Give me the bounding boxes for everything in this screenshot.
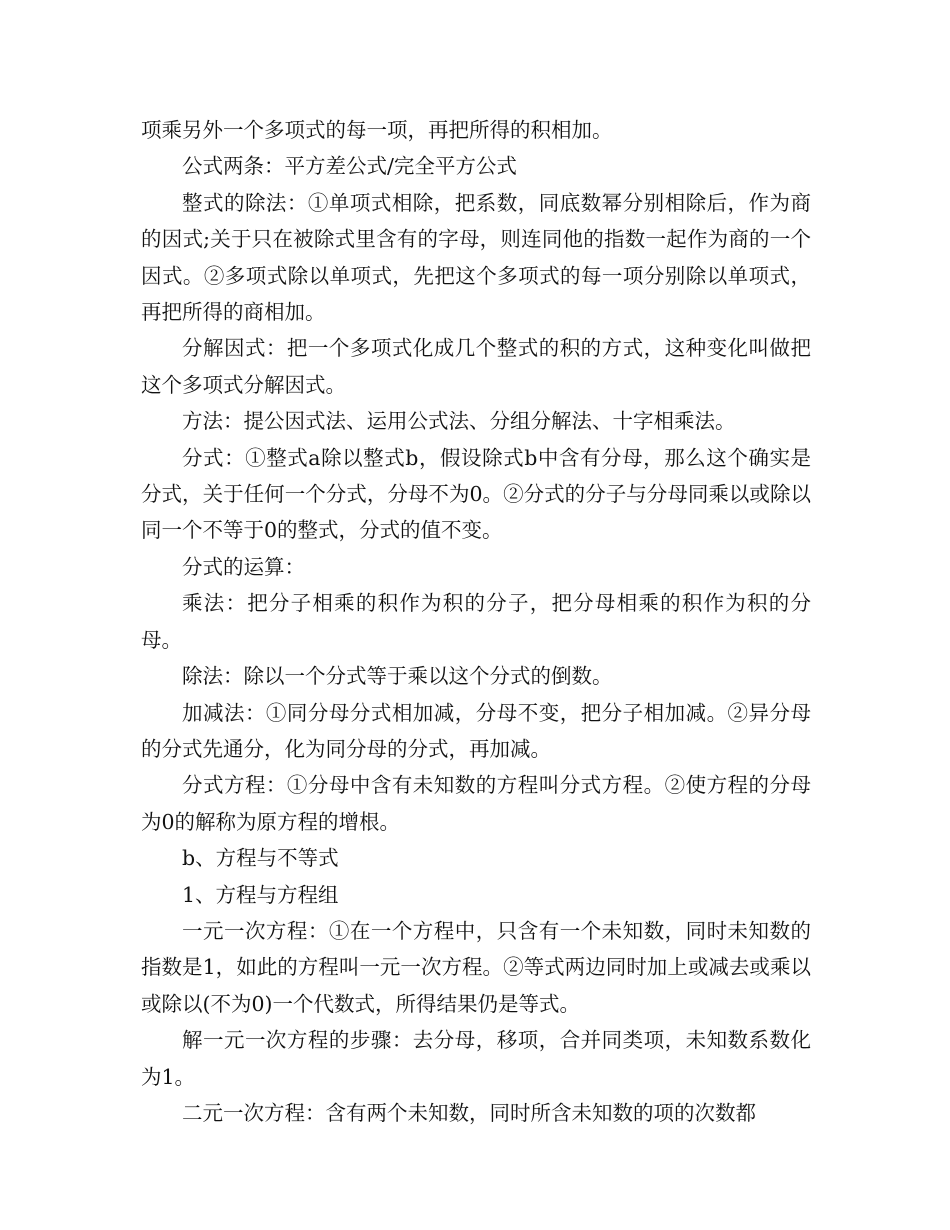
document-body [141,112,811,1131]
paragraph-1: 项乘另外一个多项式的每一项，再把所得的积相加。 [141,118,613,142]
paragraph-6: 分式：①整式a除以整式b，假设除式b中含有分母，那么这个确实是分式，关于任何一个分式，分母不为0。②分式的分子与分母同乘以或除以同一个不等于0的整式，分式的值不变。 [141,445,811,543]
paragraph-16: 二元一次方程：含有两个未知数，同时所含未知数的项的次数都 [182,1100,756,1125]
paragraph-8: 乘法：把分子相乘的积作为积的分子，把分母相乘的积作为积的分母。 [141,591,811,652]
paragraph-5: 方法：提公因式法、运用公式法、分组分解法、十字相乘法。 [182,409,736,434]
paragraph-10: 加减法：①同分母分式相加减，分母不变，把分子相加减。②异分母的分式先通分，化为同分母的分式，再加减。 [141,700,811,761]
subsection-heading-1: 1、方程与方程组 [182,882,339,907]
paragraph-4: 分解因式：把一个多项式化成几个整式的积的方式，这种变化叫做把这个多项式分解因式。 [141,336,811,397]
paragraph-15: 解一元一次方程的步骤：去分母，移项，合并同类项，未知数系数化为1。 [141,1028,811,1089]
paragraph-3: 整式的除法：①单项式相除，把系数，同底数幂分别相除后，作为商的因式;关于只在被除式里含有的字母，则连同他的指数一起作为商的一个因式。②多项式除以单项式，先把这个多项式的每一项分别除以单项式，再把所得的商相加。 [141,190,811,325]
paragraph-2: 公式两条：平方差公式/完全平方公式 [182,154,517,179]
paragraph-9: 除法：除以一个分式等于乘以这个分式的倒数。 [182,664,613,689]
paragraph-7: 分式的运算： [182,554,305,579]
paragraph-14: 一元一次方程：①在一个方程中，只含有一个未知数，同时未知数的指数是1，如此的方程叫一元一次方程。②等式两边同时加上或减去或乘以或除以(不为0)一个代数式，所得结果仍是等式。 [141,918,811,1016]
paragraph-11: 分式方程：①分母中含有未知数的方程叫分式方程。②使方程的分母为0的解称为原方程的增根。 [141,773,811,834]
section-heading-b: b、方程与不等式 [182,846,339,871]
